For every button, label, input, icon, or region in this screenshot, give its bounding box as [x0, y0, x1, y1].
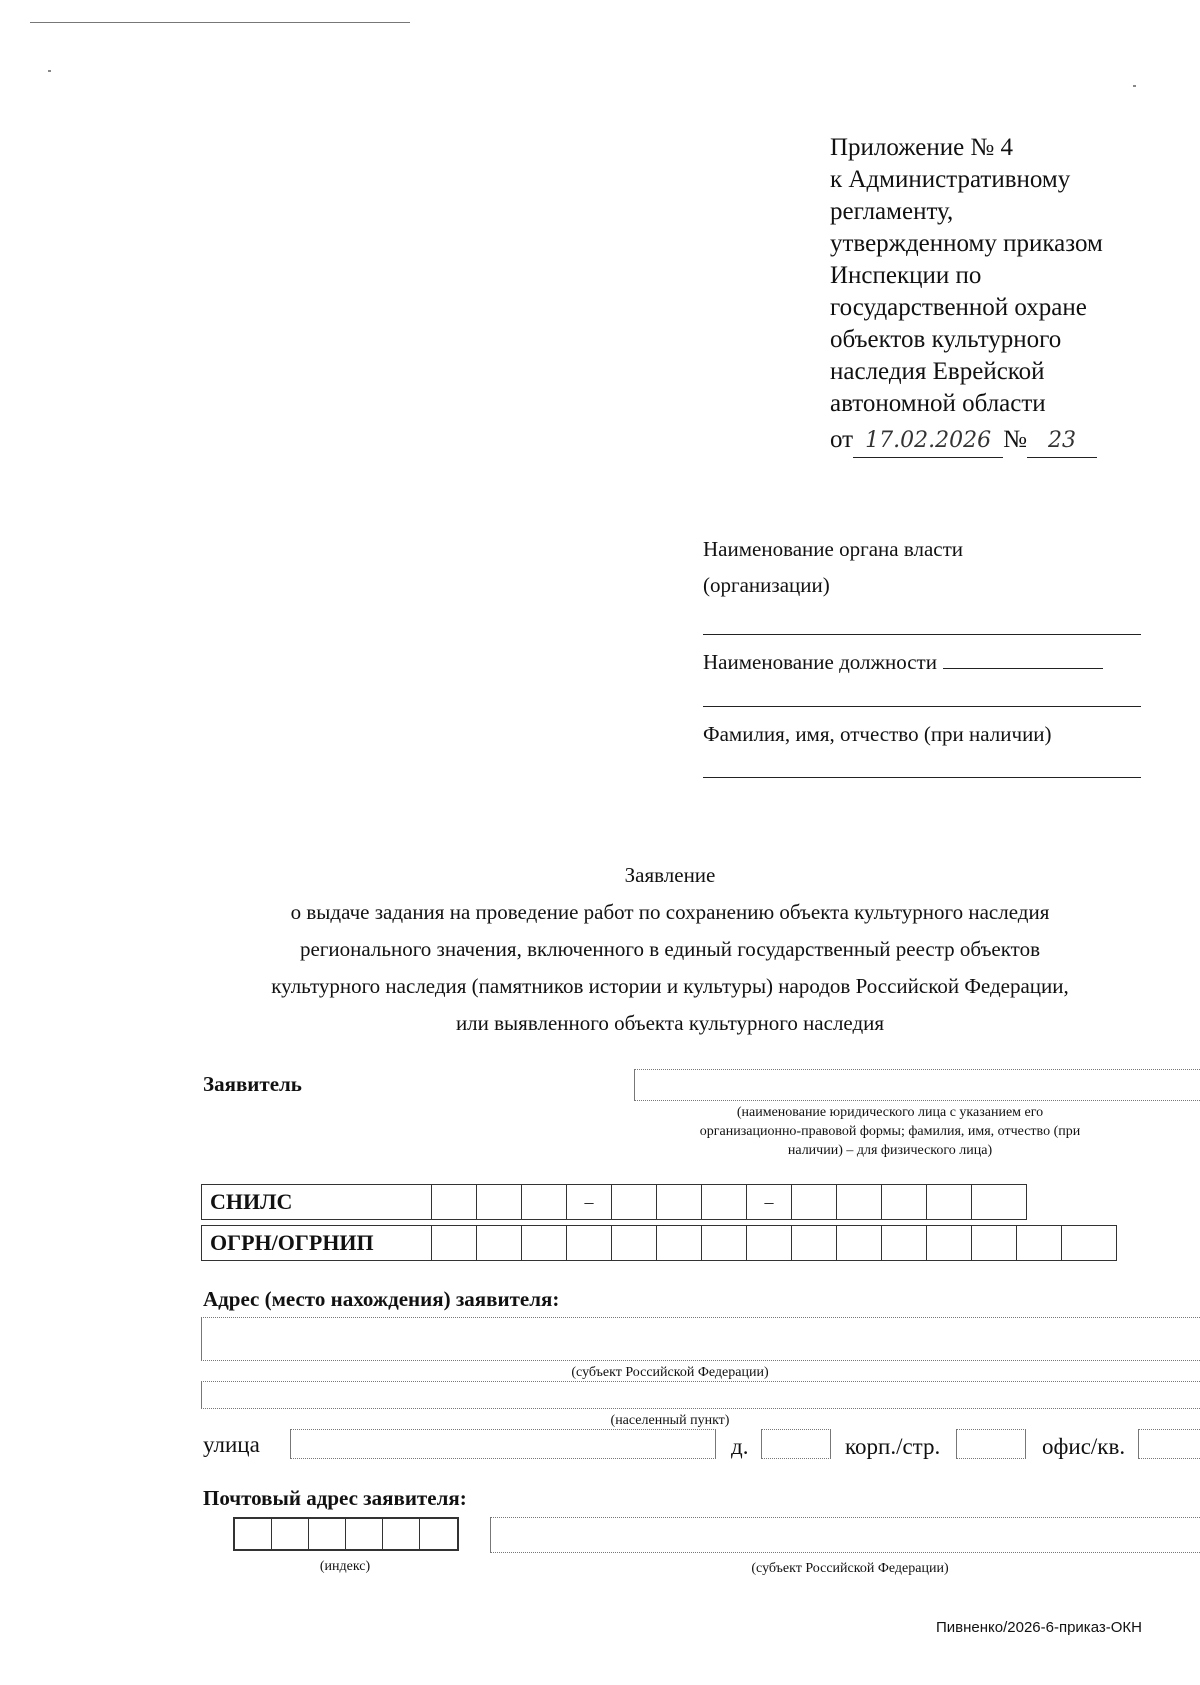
position-field-line2[interactable]: [703, 706, 1141, 707]
ogrn-cell[interactable]: [747, 1226, 792, 1260]
ogrn-cell[interactable]: [972, 1226, 1017, 1260]
address-locality-hint: (населенный пункт): [610, 1413, 730, 1428]
ogrn-grid: [201, 1225, 1117, 1261]
position-row: [703, 648, 1143, 676]
appendix-line: утвержденному приказом: [830, 230, 1103, 257]
appendix-line: к Административному: [830, 166, 1071, 193]
snils-cell[interactable]: [837, 1185, 882, 1219]
position-label: Наименование должности: [703, 650, 937, 674]
scan-top-rule: [30, 22, 410, 23]
number-label: №: [1003, 426, 1027, 453]
appendix-line: автономной области: [830, 390, 1046, 417]
order-date-line: [830, 424, 1160, 458]
address-locality-field[interactable]: [201, 1381, 1200, 1409]
ogrn-cell[interactable]: [657, 1226, 702, 1260]
statement-subtitle-line: регионального значения, включенного в единый государственный реестр объектов: [299, 937, 1040, 961]
snils-cell[interactable]: [882, 1185, 927, 1219]
position-field[interactable]: [943, 648, 1103, 669]
order-date-handwritten[interactable]: 17.02.2026: [853, 425, 1003, 458]
snils-cell[interactable]: [702, 1185, 747, 1219]
order-number-handwritten[interactable]: 23: [1027, 425, 1097, 458]
postal-subject-field[interactable]: [490, 1517, 1200, 1553]
appendix-line: наследия Еврейской: [830, 358, 1045, 385]
office-label: офис/кв.: [1042, 1434, 1126, 1459]
appendix-line: регламенту,: [830, 198, 954, 225]
statement-title: [200, 857, 1140, 1042]
postal-subject-hint: (субъект Российской Федерации): [751, 1561, 949, 1576]
ogrn-cell[interactable]: [1062, 1226, 1107, 1260]
postal-index-cell[interactable]: [383, 1519, 420, 1549]
postal-index-cell[interactable]: [420, 1519, 457, 1549]
street-label: улица: [203, 1432, 260, 1457]
snils-separator: –: [747, 1185, 792, 1219]
snils-separator: –: [567, 1185, 612, 1219]
snils-grid: [201, 1184, 1027, 1220]
ogrn-label: ОГРН/ОГРНИП: [202, 1226, 432, 1260]
building-label: корп./стр.: [845, 1434, 941, 1459]
postal-index-grid: [233, 1517, 459, 1551]
address-subject-field[interactable]: [201, 1317, 1200, 1361]
scan-speck: [48, 70, 51, 72]
scan-speck: [1133, 85, 1136, 87]
fio-field[interactable]: [703, 777, 1141, 778]
ogrn-cell[interactable]: [612, 1226, 657, 1260]
snils-cell[interactable]: [657, 1185, 702, 1219]
snils-cell[interactable]: [432, 1185, 477, 1219]
statement-subtitle-line: о выдаче задания на проведение работ по сохранению объекта культурного наследия: [290, 900, 1050, 924]
snils-cell[interactable]: [972, 1185, 1017, 1219]
postal-index-cell[interactable]: [346, 1519, 383, 1549]
ogrn-cell[interactable]: [432, 1226, 477, 1260]
authority-label-line: Наименование органа власти: [703, 537, 963, 561]
ogrn-cell[interactable]: [522, 1226, 567, 1260]
ogrn-cell[interactable]: [702, 1226, 747, 1260]
applicant-label: Заявитель: [203, 1072, 302, 1096]
building-field[interactable]: [956, 1429, 1026, 1459]
house-label: д.: [731, 1434, 749, 1459]
authority-label-line: (организации): [703, 573, 830, 597]
applicant-hint-line: организационно-правовой формы; фамилия, имя, отчество (при: [699, 1124, 1081, 1139]
snils-label: СНИЛС: [202, 1185, 432, 1219]
statement-heading: Заявление: [624, 863, 716, 887]
postal-index-cell[interactable]: [272, 1519, 309, 1549]
snils-cell[interactable]: [477, 1185, 522, 1219]
snils-cell[interactable]: [927, 1185, 972, 1219]
snils-cell[interactable]: [612, 1185, 657, 1219]
address-subject-hint: (субъект Российской Федерации): [571, 1365, 769, 1380]
applicant-hint-line: (наименование юридического лица с указанием его: [736, 1105, 1044, 1120]
ogrn-cell[interactable]: [477, 1226, 522, 1260]
address-heading: Адрес (место нахождения) заявителя:: [203, 1287, 560, 1311]
document-code: Пивненко/2026-6-приказ-ОКН: [935, 1619, 1142, 1636]
statement-subtitle-line: культурного наследия (памятников истории и культуры) народов Российской Федерации,: [271, 974, 1069, 998]
applicant-name-field[interactable]: [634, 1069, 1200, 1101]
office-field[interactable]: [1138, 1429, 1200, 1459]
postal-heading: Почтовый адрес заявителя:: [203, 1486, 467, 1510]
snils-cell[interactable]: [522, 1185, 567, 1219]
applicant-hint: [630, 1103, 1150, 1160]
appendix-line: Инспекции по: [830, 262, 982, 289]
ogrn-cell[interactable]: [882, 1226, 927, 1260]
house-field[interactable]: [761, 1429, 831, 1459]
ogrn-cell[interactable]: [567, 1226, 612, 1260]
postal-index-cell[interactable]: [235, 1519, 272, 1549]
street-field[interactable]: [290, 1429, 716, 1459]
applicant-hint-line: наличии) – для физического лица): [787, 1143, 993, 1158]
from-label: от: [830, 426, 854, 453]
ogrn-cell[interactable]: [1017, 1226, 1062, 1260]
authority-field[interactable]: [703, 634, 1141, 635]
ogrn-cell[interactable]: [837, 1226, 882, 1260]
appendix-line: государственной охране: [830, 294, 1087, 321]
postal-index-hint: (индекс): [319, 1559, 371, 1574]
snils-cell[interactable]: [792, 1185, 837, 1219]
appendix-line: Приложение № 4: [830, 134, 1014, 161]
appendix-block: [830, 132, 1160, 458]
ogrn-cell[interactable]: [927, 1226, 972, 1260]
postal-index-cell[interactable]: [309, 1519, 346, 1549]
authority-label: [703, 535, 1143, 599]
fio-label: Фамилия, имя, отчество (при наличии): [703, 722, 1052, 746]
statement-subtitle-line: или выявленного объекта культурного наследия: [455, 1011, 885, 1035]
appendix-line: объектов культурного: [830, 326, 1062, 353]
ogrn-cell[interactable]: [792, 1226, 837, 1260]
